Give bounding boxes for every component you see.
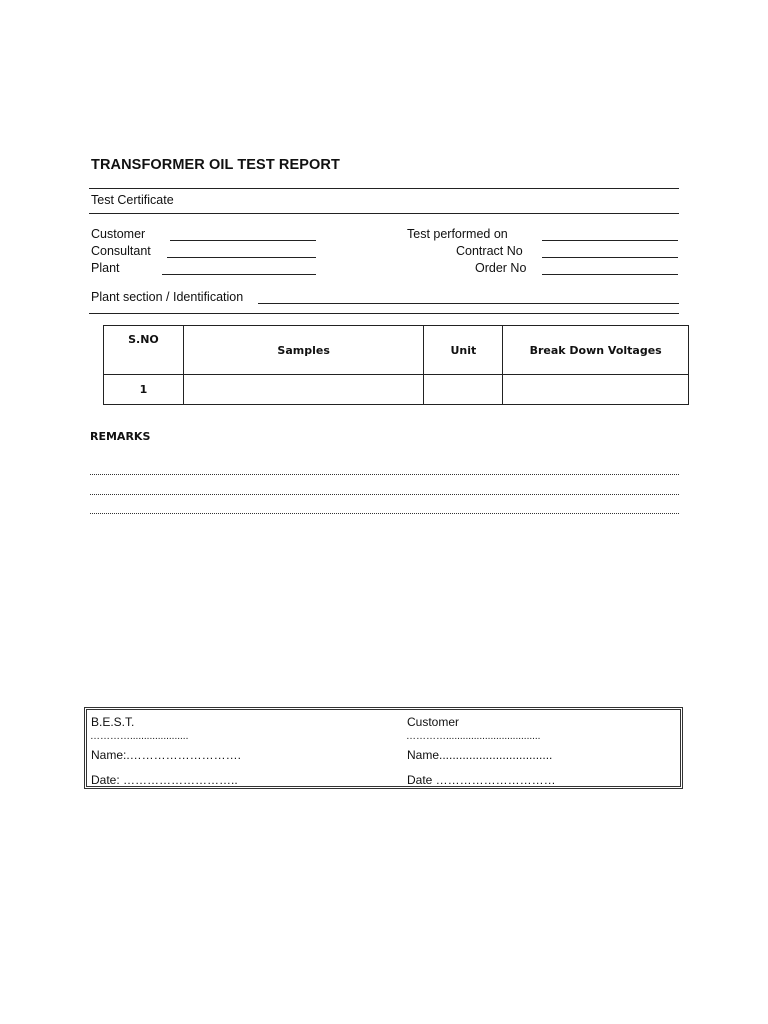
plant-label: Plant: [91, 261, 120, 275]
customer-date-field[interactable]: Date …………………………: [407, 773, 556, 787]
samples-table: [103, 325, 689, 405]
order-no-field[interactable]: [542, 274, 678, 275]
consultant-label: Consultant: [91, 244, 151, 258]
remarks-line-2[interactable]: [90, 494, 679, 495]
header-unit: Unit: [424, 326, 503, 375]
remarks-line-1[interactable]: [90, 474, 679, 475]
title-rule: [89, 188, 679, 189]
cell-breakdown-voltage[interactable]: [503, 375, 689, 405]
best-name-field[interactable]: Name:.……………………….: [91, 748, 242, 762]
customer-label: Customer: [91, 227, 146, 241]
test-certificate-label: Test Certificate: [91, 193, 174, 207]
order-no-label: Order No: [475, 261, 527, 275]
customer-signature-org: Customer: [407, 715, 460, 729]
customer-field[interactable]: [170, 240, 316, 241]
cell-samples[interactable]: [183, 375, 424, 405]
section-rule: [89, 313, 679, 314]
best-signature-org: B.E.S.T.: [91, 715, 135, 729]
plant-section-label: Plant section / Identification: [91, 290, 244, 304]
customer-signature-line[interactable]: …………..................................: [406, 731, 541, 742]
contract-no-field[interactable]: [542, 257, 678, 258]
cell-sno: 1: [104, 375, 184, 405]
plant-field[interactable]: [162, 274, 316, 275]
remarks-line-3[interactable]: [90, 513, 679, 514]
test-performed-on-label: Test performed on: [407, 227, 508, 241]
page-title: TRANSFORMER OIL TEST REPORT: [91, 157, 340, 173]
table-header-row: [104, 326, 689, 375]
contract-no-label: Contract No: [456, 244, 523, 258]
best-date-field[interactable]: Date: ………………………..: [91, 773, 238, 787]
remarks-heading: REMARKS: [90, 430, 151, 443]
test-performed-on-field[interactable]: [542, 240, 678, 241]
table-row: [104, 375, 689, 405]
plant-section-field[interactable]: [258, 303, 679, 304]
header-breakdown-voltages: Break Down Voltages: [503, 326, 689, 375]
header-samples: Samples: [183, 326, 424, 375]
consultant-field[interactable]: [167, 257, 316, 258]
certificate-rule: [89, 213, 679, 214]
customer-name-field[interactable]: Name..................................: [407, 748, 553, 762]
header-sno: S.NO: [104, 326, 184, 375]
cell-unit[interactable]: [424, 375, 503, 405]
best-signature-line[interactable]: ………….....................: [90, 731, 189, 742]
